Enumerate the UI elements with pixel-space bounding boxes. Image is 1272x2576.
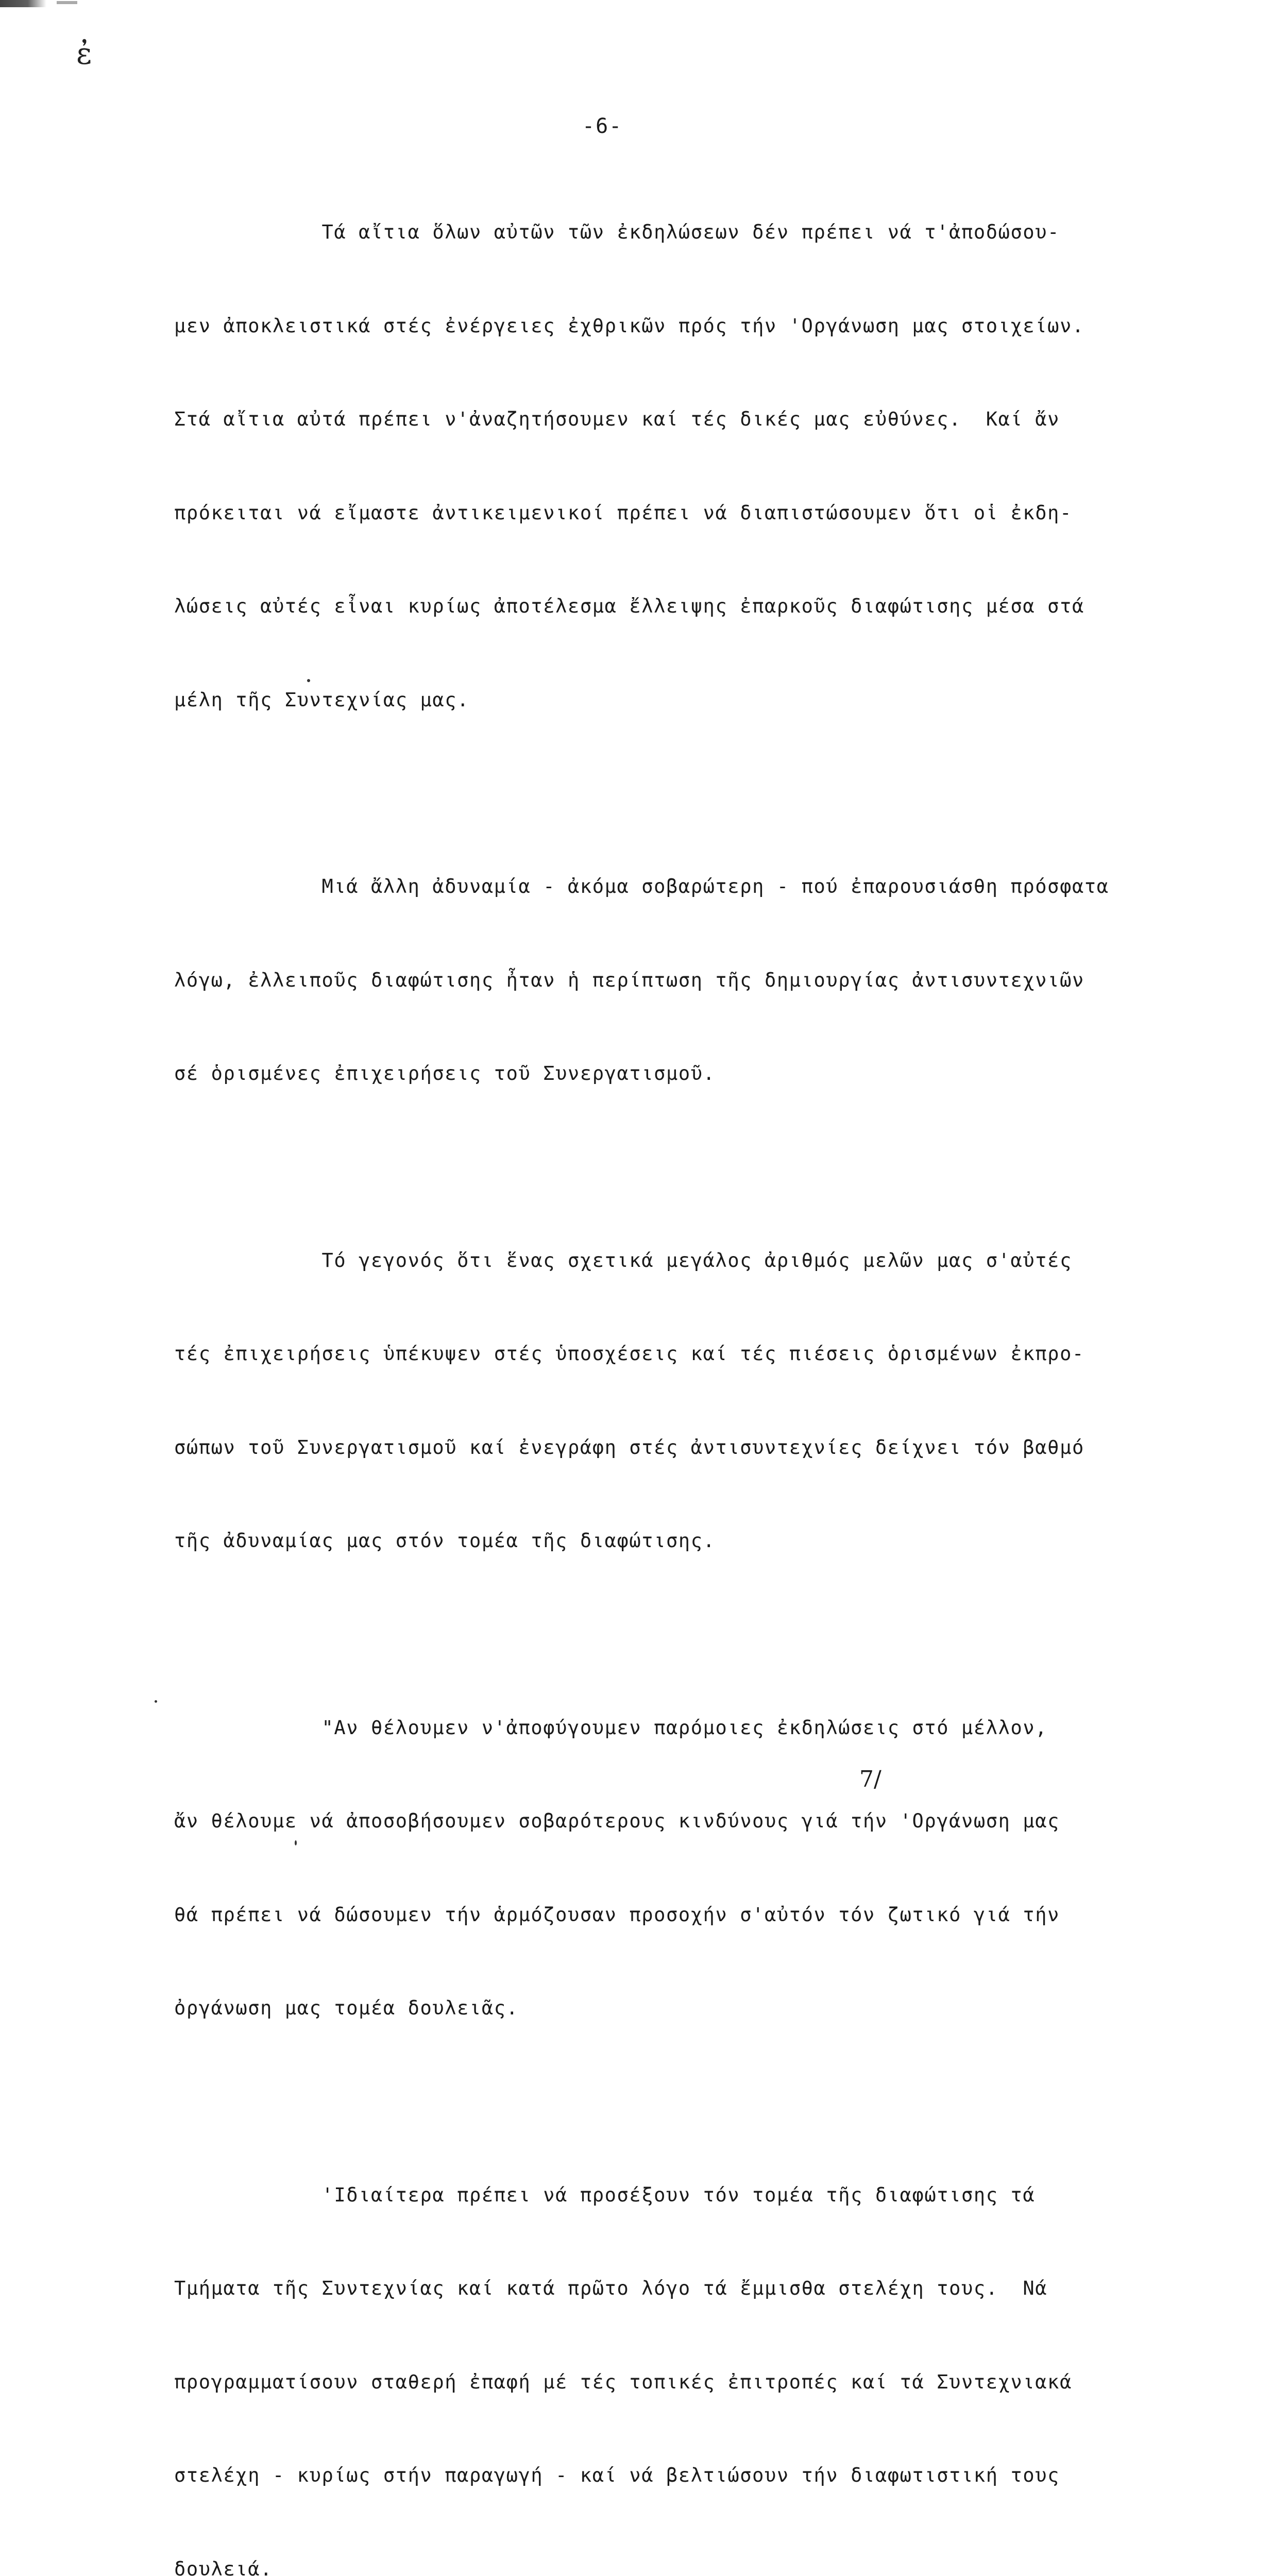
text-line: δουλειά. — [174, 2554, 1143, 2576]
text-line: προγραμματίσουν σταθερή ἐπαφή μέ τές τοπικές ἐπιτροπές καί τά Συντεχνιακά — [174, 2367, 1143, 2398]
text-line: "Αν θέλουμεν ν'ἀποφύγουμεν παρόμοιες ἐκδηλώσεις στό μέλλον, — [174, 1713, 1143, 1744]
text-line: ὀργάνωση μας τομέα δουλειᾶς. — [174, 1993, 1143, 2024]
text-line: μέλη τῆς Συντεχνίας μας. — [174, 685, 1143, 716]
text-line: 'Ιδιαίτερα πρέπει νά προσέξουν τόν τομέα τῆς διαφώτισης τά — [174, 2180, 1143, 2211]
paragraph-4 — [174, 1650, 1143, 2087]
text-line: Στά αἴτια αὐτά πρέπει ν'ἀναζητήσουμεν καί τές δικές μας εὐθύνες. Καί ἄν — [174, 404, 1143, 435]
text-line: στελέχη - κυρίως στήν παραγωγή - καί νά βελτιώσουν τήν διαφωτιστική τους — [174, 2460, 1143, 2492]
text-line: σέ ὁρισμένες ἐπιχειρήσεις τοῦ Συνεργατισμοῦ. — [174, 1058, 1143, 1090]
paragraph-3 — [174, 1183, 1143, 1619]
document-body — [174, 155, 1143, 2576]
text-line: Μιά ἄλλη ἀδυναμία - ἀκόμα σοβαρώτερη - πού ἐπαρουσιάσθη πρόσφατα — [174, 871, 1143, 903]
scan-speck — [155, 1700, 157, 1703]
text-line: λώσεις αὐτές εἶναι κυρίως ἀποτέλεσμα ἔλλειψης ἐπαρκοῦς διαφώτισης μέσα στά — [174, 591, 1143, 622]
handwritten-mark: ἐ — [76, 36, 92, 71]
paragraph-1 — [174, 155, 1143, 778]
page-number: -6- — [582, 114, 622, 138]
text-line: ἄν θέλουμε νά ἀποσοβήσουμεν σοβαρότερους κινδύνους γιά τήν 'Οργάνωση μας — [174, 1806, 1143, 1837]
scan-artifact-corner — [0, 0, 46, 7]
text-line: σώπων τοῦ Συνεργατισμοῦ καί ἐνεγράφη στές ἀντισυντεχνίες δείχνει τόν βαθμό — [174, 1432, 1143, 1464]
text-line: Τά αἴτια ὅλων αὐτῶν τῶν ἐκδηλώσεων δέν πρέπει νά τ'ἀποδώσου- — [174, 217, 1143, 248]
text-line: τῆς ἀδυναμίας μας στόν τομέα τῆς διαφώτισης. — [174, 1526, 1143, 1557]
text-line: τές ἐπιχειρήσεις ὑπέκυψεν στές ὑποσχέσεις καί τές πιέσεις ὁρισμένων ἐκπρο- — [174, 1338, 1143, 1370]
paragraph-5 — [174, 2117, 1143, 2576]
text-line: Τμήματα τῆς Συντεχνίας καί κατά πρῶτο λόγο τά ἔμμισθα στελέχη τους. Νά — [174, 2273, 1143, 2304]
scan-artifact-corner-small — [57, 1, 77, 4]
paragraph-2 — [174, 809, 1143, 1152]
scan-speck — [295, 1840, 297, 1845]
scan-speck — [307, 679, 310, 682]
text-line: μεν ἀποκλειστικά στές ἐνέργειες ἐχθρικῶν πρός τήν 'Οργάνωση μας στοιχείων. — [174, 311, 1143, 342]
text-line: Τό γεγονός ὅτι ἕνας σχετικά μεγάλος ἀριθμός μελῶν μας σ'αὐτές — [174, 1245, 1143, 1277]
text-line: λόγω, ἐλλειποῦς διαφώτισης ἦταν ἡ περίπτωση τῆς δημιουργίας ἀντισυντεχνιῶν — [174, 965, 1143, 996]
text-line: θά πρέπει νά δώσουμεν τήν ἁρμόζουσαν προσοχήν σ'αὐτόν τόν ζωτικό γιά τήν — [174, 1900, 1143, 1931]
continuation-marker: 7/ — [859, 1766, 881, 1792]
text-line: πρόκειται νά εἴμαστε ἀντικειμενικοί πρέπει νά διαπιστώσουμεν ὅτι οἱ ἐκδη- — [174, 498, 1143, 529]
